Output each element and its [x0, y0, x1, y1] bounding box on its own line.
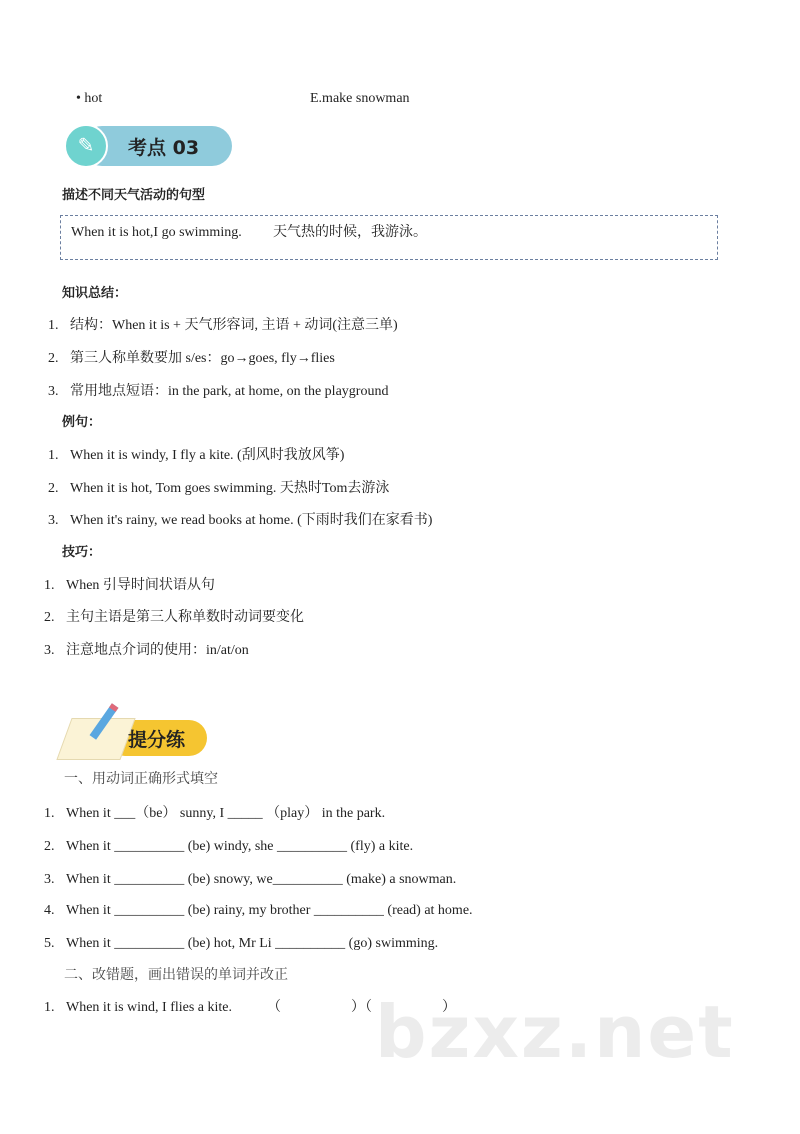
exercise-item: 3. When it __________ (be) snowy, we__________ (make) a snowman.	[44, 872, 457, 887]
part2-title: 二、改错题，画出错误的单词并改正	[64, 968, 288, 983]
part1-title: 一、用动词正确形式填空	[64, 772, 218, 787]
exercise-item: 1. When it ___（be） sunny, I _____ （play） in the park.	[44, 806, 386, 821]
option-hot: • hot	[76, 91, 103, 106]
examples-title: 例句：	[62, 415, 102, 430]
exercise-item: 2. When it __________ (be) windy, she __________ (fly) a kite.	[44, 839, 414, 854]
tip-item: 2. 主句主语是第三人称单数时动词要变化	[44, 610, 304, 625]
summary-item: 1. 结构：When it is + 天气形容词, 主语 + 动词(注意三单)	[48, 318, 398, 333]
section-badge-practice	[62, 700, 207, 760]
example-en: When it is hot,I go swimming.	[71, 225, 242, 240]
example-item: 3. When it's rainy, we read books at home. (下雨时我们在家看书)	[48, 513, 433, 528]
section-badge-kaodian	[64, 124, 232, 168]
tip-item: 1. When 引导时间状语从句	[44, 578, 215, 593]
section-heading: 描述不同天气活动的句型	[62, 188, 206, 203]
tips-title: 技巧：	[62, 545, 102, 560]
example-item: 2. When it is hot, Tom goes swimming. 天热时Tom去游泳	[48, 481, 390, 496]
watermark: bzxz.net	[375, 990, 735, 1074]
summary-item: 3. 常用地点短语：in the park, at home, on the playground	[48, 384, 389, 399]
exercise-item: 4. When it __________ (be) rainy, my brother __________ (read) at home.	[44, 903, 473, 918]
summary-item: 2. 第三人称单数要加 s/es：go→goes, fly→flies	[48, 351, 335, 366]
correction-item: 1. When it is wind, I flies a kite. （ ）（ ）	[44, 1000, 457, 1015]
example-item: 1. When it is windy, I fly a kite. (刮风时我放风筝)	[48, 448, 345, 463]
example-zh: 天气热的时候，我游泳。	[273, 225, 427, 240]
option-e: E.make snowman	[310, 91, 410, 106]
badge-title: 提分练	[128, 729, 186, 751]
badge-title: 考点 03	[128, 137, 200, 159]
lamp-icon: ✎	[64, 124, 108, 168]
exercise-item: 5. When it __________ (be) hot, Mr Li __________ (go) swimming.	[44, 936, 439, 951]
example-box	[60, 215, 718, 260]
summary-title: 知识总结：	[62, 286, 128, 301]
tip-item: 3. 注意地点介词的使用：in/at/on	[44, 643, 249, 658]
